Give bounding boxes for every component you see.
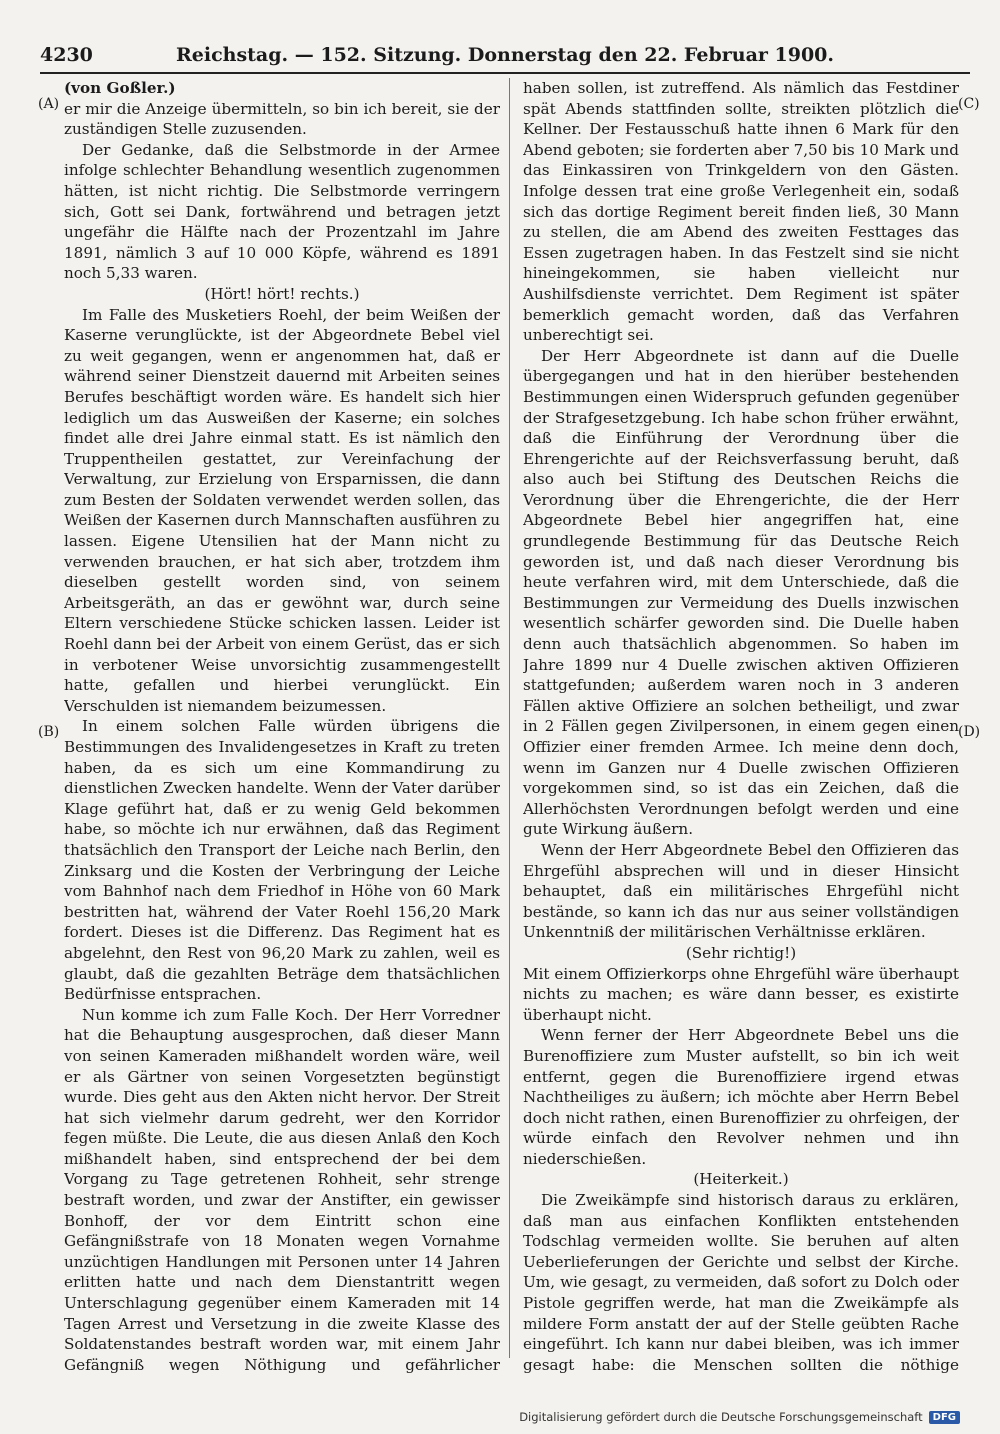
- margin-marker-d: (D): [958, 724, 981, 740]
- paragraph: Nun komme ich zum Falle Koch. Der Herr Vorredner hat die Behauptung ausgesprochen, daß dieser Mann von seinen Kameraden mißhandelt worden wäre, weil er als Gärtner von seinen Vorgesetzten begünstigt wurde. Dies geht aus den Akten nicht hervor. Der Streit hat sich vielmehr darum gedreht, wer den Korridor fegen müßte. Die Leute, die aus diesen Anlaß den Koch mißhandelt haben, sind entsprechend der bei dem Vorgang zu Tage getretenen Rohheit, sehr strenge bestraft worden, und zwar der Anstifter, ein gewisser Bonhoff, der vor dem Eintritt schon eine Gefängnißstrafe von 18 Monaten wegen Vornahme unzüchtigen Handlungen mit Personen unter 14 Jahren erlitten hatte und nach dem Dienstantritt wegen Unterschlagung gegenüber einem Kameraden mit 14 Tagen Arrest und Versetzung in die zweite Klasse des Soldatenstandes bestraft worden war, mit einem Jahr Gefängniß wegen Nöthigung und gefährlicher: [64, 1005, 500, 1374]
- margin-marker-c: (C): [958, 96, 980, 112]
- page-footer: [519, 1410, 960, 1424]
- audience-reaction: (Heiterkeit.): [693, 1170, 789, 1189]
- right-column: [523, 78, 959, 1374]
- paragraph: In einem solchen Falle würden übrigens die Bestimmungen des Invalidengesetzes in Kraft zu treten haben, da es sich um eine Kommandirung zu dienstlichen Zwecken handelte. Wenn der Vater darüber Klage geführt hat, daß er zu wenig Geld bekommen habe, so möchte ich nur erwähnen, daß das Regiment thatsächlich den Transport der Leiche nach Berlin, den Zinksarg und die Kosten der Verbringung der Leiche vom Bahnhof nach dem Friedhof in Höhe von 60 Mark bestritten hat, während der Vater Roehl 156,20 Mark fordert. Dieses ist die Differenz. Das Regiment hat es abgelehnt, den Rest von 96,20 Mark zu zahlen, weil es glaubt, daß die gezahlten Beträge dem thatsächlichen Bedürfnisse entsprachen.: [64, 717, 500, 1004]
- paragraph: Mit einem Offizierkorps ohne Ehrgefühl wäre überhaupt nichts zu machen; es wäre dann besser, es existirte überhaupt nicht.: [523, 964, 959, 1024]
- speaker-label: (von Goßler.): [64, 79, 176, 97]
- page-number: 4230: [40, 44, 93, 66]
- paragraph: Die Zweikämpfe sind historisch daraus zu erklären, daß man aus einfachen Konflikten entstehenden Todschlag vermeiden wollte. Sie beruhen auf alten Ueberlieferungen der Gerichte und selbst der Kirche. Um, wie gesagt, zu vermeiden, daß sofort zu Dolch oder Pistole gegriffen werde, hat man die Zweikämpfe als mildere Form anstatt der auf der Stelle geübten Rache eingeführt. Ich kann nur dabei bleiben, was ich immer gesagt habe: die Menschen sollten die nöthige: [523, 1191, 959, 1374]
- footer-credit: Digitalisierung gefördert durch die Deutsche Forschungsgemeinschaft: [519, 1410, 923, 1424]
- dfg-logo: DFG: [929, 1411, 960, 1424]
- paragraph: Wenn ferner der Herr Abgeordnete Bebel uns die Burenoffiziere zum Muster aufstellt, so bin ich weit entfernt, gegen die Burenoffiziere irgend etwas Nachtheiliges zu äußern; ich möchte aber Herrn Bebel doch nicht rathen, einen Burenoffizier zu ohrfeigen, der würde einfach den Revolver nehmen und ihn niederschießen.: [523, 1026, 959, 1168]
- audience-reaction: (Hört! hört! rechts.): [204, 284, 360, 303]
- column-divider: [509, 78, 510, 1358]
- margin-marker-b: (B): [38, 724, 60, 740]
- paragraph: er mir die Anzeige übermitteln, so bin ich bereit, sie der zuständigen Stelle zuzusenden.: [64, 99, 500, 139]
- paragraph: Der Herr Abgeordnete ist dann auf die Duelle übergegangen und hat in den hierüber bestehenden Bestimmungen einen Widerspruch gefunden gegenüber der Strafgesetzgebung. Ich habe schon früher erwähnt, daß die Einführung der Verordnung über die Ehrengerichte auf der Reichsverfassung beruht, daß also auch bei Stiftung des Deutschen Reichs die Verordnung über die Ehrengerichte, die der Herr Abgeordnete Bebel hier angegriffen hat, eine grundlegende Bestimmung für das Deutsche Reich geworden ist, und daß nach dieser Verordnung bis heute verfahren wird, mit dem Unterschiede, daß die Bestimmungen zur Vermeidung des Duells inzwischen wesentlich schärfer geworden sind. Die Duelle haben denn auch thatsächlich abgenommen. So haben im Jahre 1899 nur 4 Duelle zwischen aktiven Offizieren stattgefunden; außerdem waren noch in 3 anderen Fällen aktive Offiziere an solchen betheiligt, und zwar in 2 Fällen gegen Zivilpersonen, in einem gegen einen Offizier einer fremden Armee. Ich meine denn doch, wenn im Ganzen nur 4 Duelle zwischen Offizieren vorgekommen sind, so ist das ein Zeichen, daß die Allerhöchsten Verordnungen befolgt werden und eine gute Wirkung äußern.: [523, 346, 959, 839]
- paragraph: Im Falle des Musketiers Roehl, der beim Weißen der Kaserne verunglückte, ist der Abgeordnete Bebel viel zu weit gegangen, wenn er angenommen hat, daß er während seiner Dienstzeit dauernd mit Arbeiten seines Berufes beschäftigt worden wäre. Es handelt sich hier lediglich um das Ausweißen der Kaserne; ein solches findet alle drei Jahre einmal statt. Es ist nämlich den Truppentheilen gestattet, zur Vereinfachung der Verwaltung, zur Erzielung von Ersparnissen, die dann zum Besten der Soldaten verwendet werden sollen, das Weißen der Kasernen durch Mannschaften ausführen zu lassen. Eigene Utensilien hat der Mann nicht zu verwenden brauchen, er hat sich aber, trotzdem ihm dieselben gestellt worden sind, von seinem Arbeitsgeräth, an das er gewöhnt war, durch seine Eltern verschiedene Stücke schicken lassen. Leider ist Roehl dann bei der Arbeit von einem Gerüst, das er sich in verbotener Weise unvorsichtig zusammengestellt hatte, gefallen und hierbei verunglückt. Ein Verschulden ist niemandem beizumessen.: [64, 305, 500, 715]
- running-head: Reichstag. — 152. Sitzung. Donnerstag den 22. Februar 1900.: [175, 44, 835, 66]
- page-header: [40, 44, 970, 74]
- paragraph: Wenn der Herr Abgeordnete Bebel den Offizieren das Ehrgefühl absprechen will und in dieser Hinsicht behauptet, daß ein militärisches Ehrgefühl nicht bestände, so kann ich das nur aus seiner vollständigen Unkenntniß der militärischen Verhältnisse erklären.: [523, 840, 959, 942]
- left-column: [64, 78, 500, 1374]
- paragraph: Der Gedanke, daß die Selbstmorde in der Armee infolge schlechter Behandlung wesentlich zugenommen hätten, ist nicht richtig. Die Selbstmorde verringern sich, Gott sei Dank, fortwährend und betragen jetzt ungefähr die Hälfte nach der Prozentzahl im Jahre 1891, nämlich 3 auf 10 000 Köpfe, während es 1891 noch 5,33 waren.: [64, 140, 500, 283]
- paragraph: haben sollen, ist zutreffend. Als nämlich das Festdiner spät Abends stattfinden sollte, streikten plötzlich die Kellner. Der Festausschuß hatte ihnen 6 Mark für den Abend geboten; sie forderten aber 7,50 bis 10 Mark und das Einkassiren von Trinkgeldern von den Gästen. Infolge dessen trat eine große Verlegenheit ein, sodaß sich das dortige Regiment bereit finden ließ, 30 Mann zu stellen, die am Abend des zweiten Festtages das Essen zugetragen haben. In das Festzelt sind sie nicht hineingekommen, sie haben vielleicht nur Aushilfsdienste verrichtet. Dem Regiment ist später bemerklich gemacht worden, daß das Verfahren unberechtigt sei.: [523, 79, 959, 345]
- audience-reaction: (Sehr richtig!): [685, 943, 797, 962]
- margin-marker-a: (A): [38, 96, 60, 112]
